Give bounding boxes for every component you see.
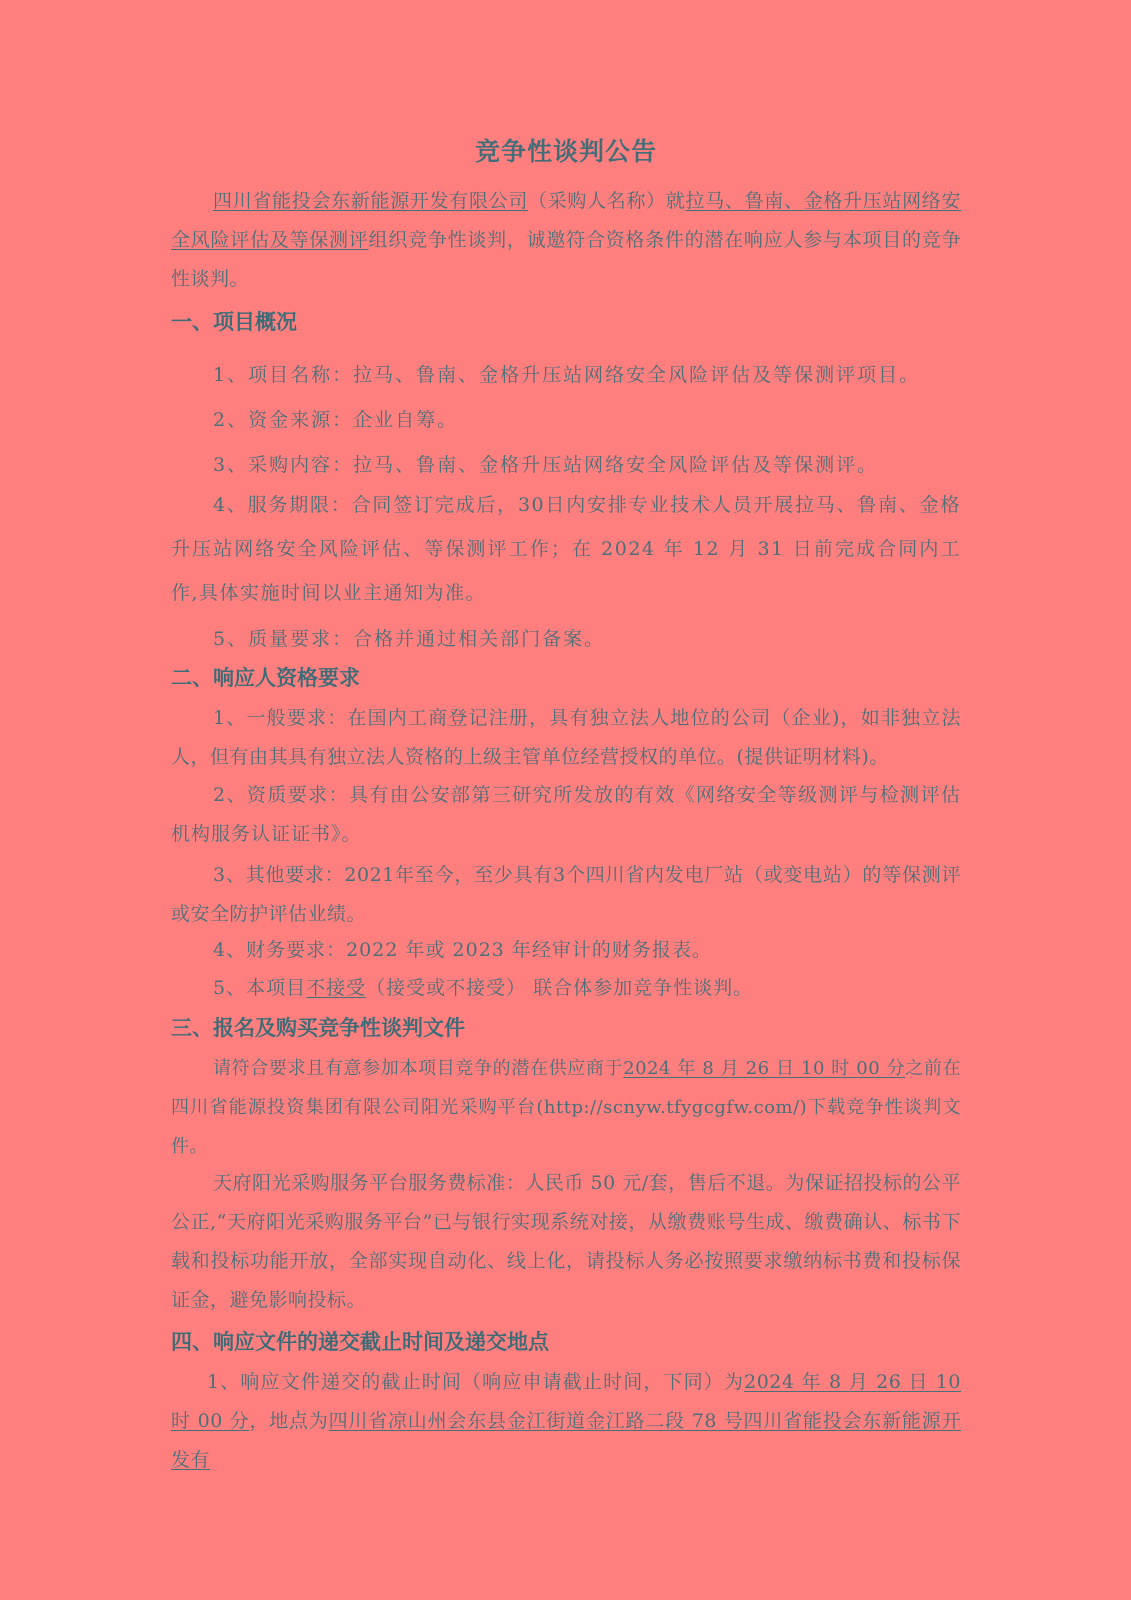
section-heading-overview: 一、项目概况: [171, 310, 297, 334]
submission-mid: ，地点为: [249, 1410, 329, 1432]
purchaser-name: 四川省能投会东新能源开发有限公司: [213, 190, 529, 212]
submission-prefix: 1、响应文件递交的截止时间（响应申请截止时间，下同）为: [207, 1371, 745, 1393]
qualification-item-2: 2、资质要求：具有由公安部第三研究所发放的有效《网络安全等级测评与检测评估机构服务认证证书》。: [171, 784, 961, 845]
submission-place: 四川省凉山州会东县金江街道金江路二段 78 号四川省能投会东新能源开发有: [171, 1410, 961, 1471]
project-name: 拉马、鲁南、金格升压站网络安全风险评估及等保测评: [171, 190, 961, 251]
section-heading-submission: 四、响应文件的递交截止时间及递交地点: [171, 1330, 549, 1354]
overview-item-5: 5、质量要求：合格并通过相关部门备案。: [213, 628, 606, 650]
section-heading-qualification: 二、响应人资格要求: [171, 666, 360, 690]
qualification-item-5-suffix: （接受或不接受） 联合体参加竞争性谈判。: [366, 977, 754, 999]
submission-deadline: 2024 年 8 月 26 日 10 时 00 分: [171, 1371, 961, 1432]
consortium-choice: 不接受: [306, 977, 367, 999]
intro-rest: 组织竞争性谈判，诚邀符合资格条件的潜在响应人参与本项目的竞争性谈判。: [171, 229, 961, 290]
qualification-item-4: 4、财务要求：2022 年或 2023 年经审计的财务报表。: [213, 939, 712, 961]
service-fee-paragraph: 天府阳光采购服务平台服务费标准：人民币 50 元/套，售后不退。为保证招投标的公平公正,“天府阳光采购服务平台”已与银行实现系统对接，从缴费账号生成、缴费确认、标书下载和投标功能开放，全部实现自动化、线上化，请投标人务必按照要求缴纳标书费和投标保证金，避免影响投标。: [171, 1172, 961, 1311]
registration-suffix: 之前在四川省能源投资集团有限公司阳光采购平台(http://scnyw.tfygcgfw.com/)下载竞争性谈判文件。: [171, 1058, 962, 1157]
registration-deadline: 2024 年 8 月 26 日 10 时 00 分: [623, 1058, 906, 1079]
section-heading-registration: 三、报名及购买竞争性谈判文件: [171, 1016, 465, 1040]
registration-paragraph-1: [171, 1049, 961, 1166]
qualification-item-1: 1、一般要求：在国内工商登记注册，具有独立法人地位的公司（企业)，如非独立法人，但有由其具有独立法人资格的上级主管单位经营授权的单位。(提供证明材料)。: [171, 707, 961, 768]
overview-item-1: 1、项目名称：拉马、鲁南、金格升压站网络安全风险评估及等保测评项目。: [213, 364, 921, 386]
purchaser-note: （采购人名称）就: [528, 190, 686, 212]
qualification-item-5: [213, 973, 753, 1000]
overview-item-4: 4、服务期限：合同签订完成后，30日内安排专业技术人员开展拉马、鲁南、金格升压站网络安全风险评估、等保测评工作；在 2024 年 12 月 31 日前完成合同内工作,具体实施时间以业主通知为准。: [171, 494, 961, 604]
qualification-item-3: 3、其他要求：2021年至今，至少具有3个四川省内发电厂站（或变电站）的等保测评或安全防护评估业绩。: [171, 864, 961, 925]
overview-item-3: 3、采购内容：拉马、鲁南、金格升压站网络安全风险评估及等保测评。: [213, 454, 879, 476]
page-title: 竞争性谈判公告: [474, 137, 657, 166]
submission-paragraph-1: [171, 1363, 961, 1480]
registration-prefix: 请符合要求且有意参加本项目竞争的潜在供应商于: [213, 1058, 624, 1079]
qualification-item-5-prefix: 5、本项目: [213, 977, 307, 999]
overview-item-2: 2、资金来源：企业自筹。: [213, 409, 459, 431]
intro-paragraph: [171, 182, 961, 299]
